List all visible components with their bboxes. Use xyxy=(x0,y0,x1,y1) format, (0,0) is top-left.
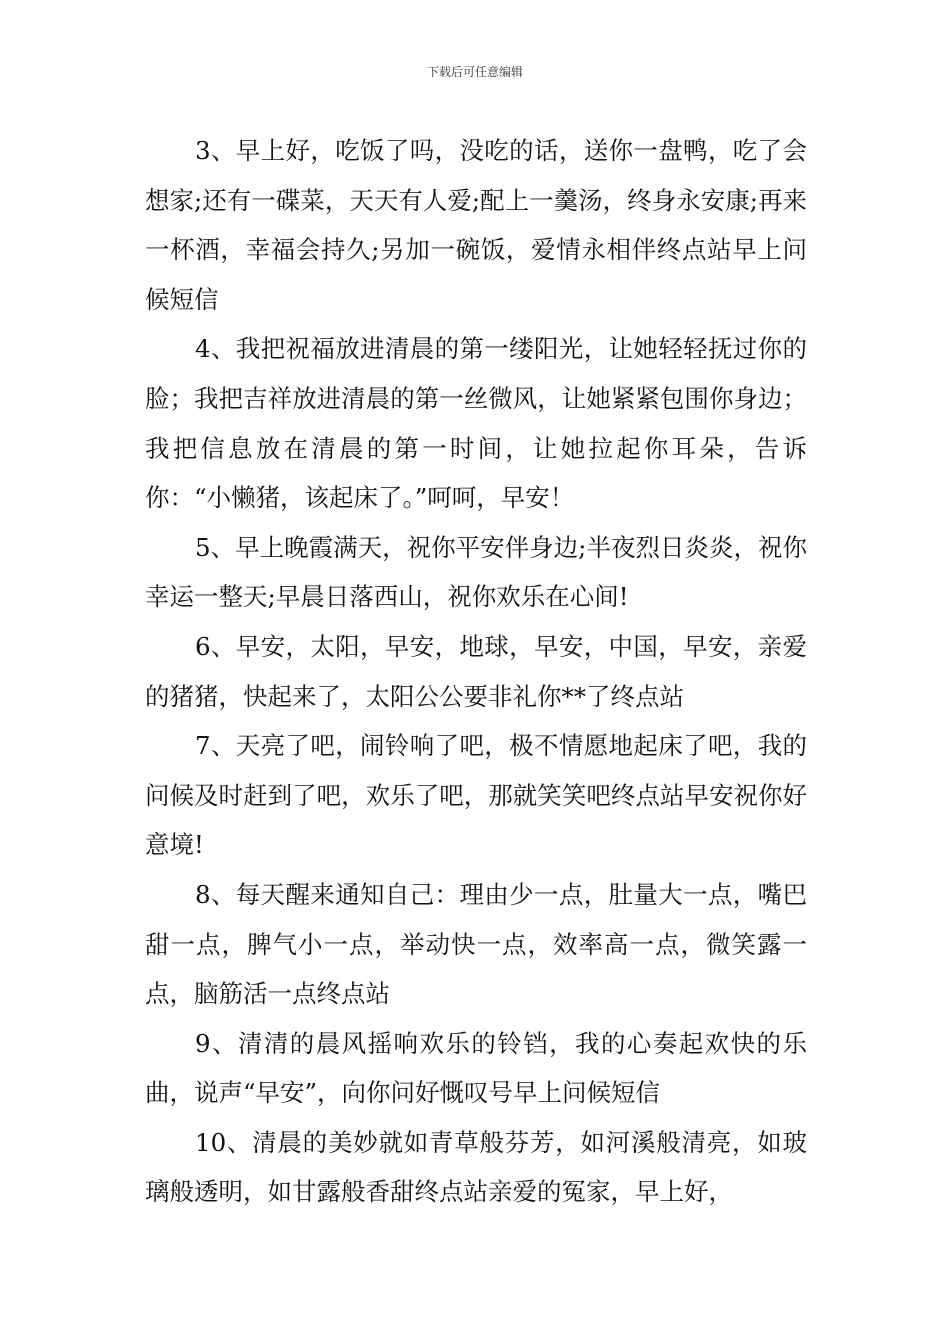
paragraph-8: 8、每天醒来通知自己：理由少一点，肚量大一点，嘴巴甜一点，脾气小一点，举动快一点，效率高一点，微笑露一点，脑筋活一点终点站 xyxy=(145,879,807,1009)
paragraph-6: 6、早安，太阳，早安，地球，早安，中国，早安，亲爱的猪猪，快起来了，太阳公公要非礼你**了终点站 xyxy=(145,631,807,711)
document-body xyxy=(145,126,807,1217)
paragraph-4: 4、我把祝福放进清晨的第一缕阳光，让她轻轻抚过你的脸；我把吉祥放进清晨的第一丝微风，让她紧紧包围你身边；我把信息放在清晨的第一时间，让她拉起你耳朵，告诉你：“小懒猪，该起床了。”呵呵，早安！ xyxy=(145,334,807,513)
paragraph-7: 7、天亮了吧，闹铃响了吧，极不情愿地起床了吧，我的问候及时赶到了吧，欢乐了吧，那就笑笑吧终点站早安祝你好意境! xyxy=(145,731,807,860)
paragraph-10: 10、清晨的美妙就如青草般芬芳，如河溪般清亮，如玻璃般透明，如甘露般香甜终点站亲爱的冤家，早上好， xyxy=(145,1127,807,1207)
paragraph-9: 9、清清的晨风摇响欢乐的铃铛，我的心奏起欢快的乐曲，说声“早安”，向你问好慨叹号早上问候短信 xyxy=(145,1028,807,1108)
paragraph-5: 5、早上晚霞满天，祝你平安伴身边;半夜烈日炎炎，祝你幸运一整天;早晨日落西山，祝你欢乐在心间! xyxy=(145,532,807,612)
paragraph-3: 3、早上好，吃饭了吗，没吃的话，送你一盘鸭，吃了会想家;还有一碟菜，天天有人爱;配上一羹汤，终身永安康;再来一杯酒，幸福会持久;另加一碗饭，爱情永相伴终点站早上问候短信 xyxy=(145,136,807,314)
page-header: 下载后可任意编辑 xyxy=(426,65,523,79)
